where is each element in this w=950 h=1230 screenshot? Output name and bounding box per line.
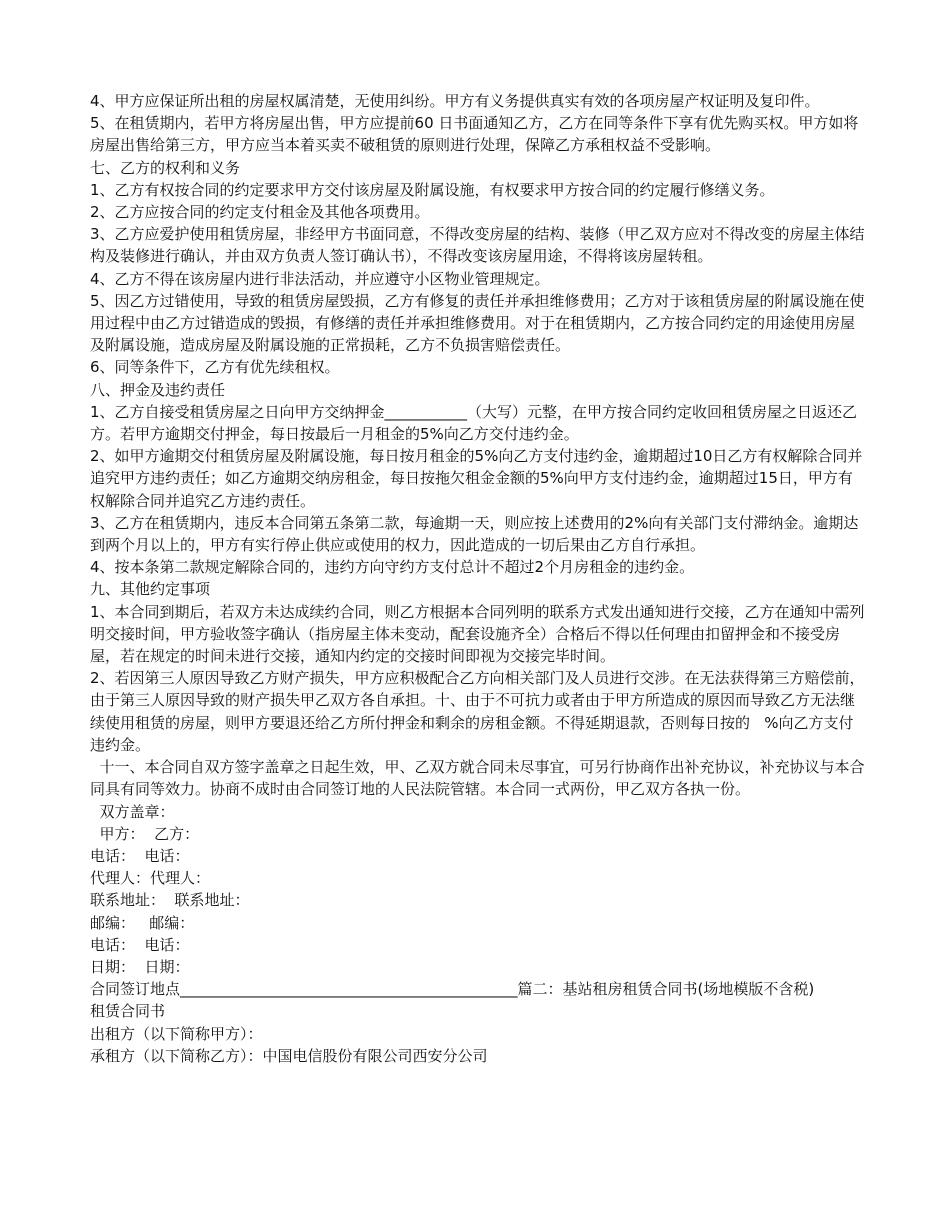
paragraph: 5、因乙方过错使用，导致的租赁房屋毁损，乙方有修复的责任并承担维修费用；乙方对于该租赁房屋的附属设施在使用过程中由乙方过错造成的毁损，有修缮的责任并承担维修费用。对于在租赁期内，乙方按合同约定的用途使用房屋及附属设施，造成房屋及附属设施的正常损耗，乙方不负损害赔偿责任。	[90, 291, 865, 355]
signature-line: 日期： 日期：	[90, 957, 190, 976]
paragraph: 4、按本条第二款规定解除合同的，违约方向守约方支付总计不超过2个月房租金的违约金。	[90, 558, 695, 577]
document-body	[90, 90, 865, 1067]
paragraph: 出租方（以下简称甲方）：	[90, 1024, 263, 1043]
paragraph: 4、乙方不得在该房屋内进行非法活动，并应遵守小区物业管理规定。	[90, 269, 550, 288]
paragraph: 十一、本合同自双方签字盖章之日起生效，甲、乙双方就合同未尽事宜，可另行协商作出补充协议，补充协议与本合同具有同等效力。协商不成时由合同签订地的人民法院管辖。本合同一式两份，甲乙双方各执一份。	[90, 758, 865, 799]
signature-line: 电话： 电话：	[90, 846, 190, 865]
section-heading: 八、押金及违约责任	[90, 380, 226, 399]
signature-line: 代理人：代理人：	[90, 869, 211, 888]
document-title: 租赁合同书	[90, 1002, 166, 1021]
signature-line: 联系地址： 联系地址：	[90, 891, 250, 910]
paragraph: 合同签订地点_____________________________________________篇二：基站租房租赁合同书(场地模版不含税)	[90, 980, 815, 999]
paragraph: 3、乙方应爱护使用租赁房屋，非经甲方书面同意，不得改变房屋的结构、装修（甲乙双方应对不得改变的房屋主体结构及装修进行确认，并由双方负责人签订确认书），不得改变该房屋用途，不得将该房屋转租。	[90, 225, 865, 266]
paragraph: 1、本合同到期后，若双方未达成续约合同，则乙方根据本合同列明的联系方式发出通知进行交接，乙方在通知中需列明交接时间，甲方验收签字确认（指房屋主体未变动，配套设施齐全）合格后不得以任何理由扣留押金和不接受房屋，若在规定的时间未进行交接，通知内约定的交接时间即视为交接完毕时间。	[90, 602, 865, 666]
section-heading: 九、其他约定事项	[90, 580, 211, 599]
signature-line: 甲方： 乙方：	[90, 824, 200, 843]
signature-line: 邮编： 邮编：	[90, 913, 195, 932]
paragraph: 2、乙方应按合同的约定支付租金及其他各项费用。	[90, 203, 430, 222]
paragraph: 2、若因第三人原因导致乙方财产损失，甲方应积极配合乙方向相关部门及人员进行交涉。在无法获得第三方赔偿前，由于第三人原因导致的财产损失甲乙双方各自承担。十、由于不可抗力或者由于甲方所造成的原因而导致乙方无法继续使用租赁的房屋，则甲方要退还给乙方所付押金和剩余的房租金额。不得延期退款，否则每日按的 %向乙方支付违约金。	[90, 669, 865, 754]
paragraph: 4、甲方应保证所出租的房屋权属清楚，无使用纠纷。甲方有义务提供真实有效的各项房屋产权证明及复印件。	[90, 92, 820, 110]
section-heading: 七、乙方的权利和义务	[90, 158, 241, 177]
paragraph: 1、乙方有权按合同的约定要求甲方交付该房屋及附属设施，有权要求甲方按合同的约定履行修缮义务。	[90, 180, 775, 199]
paragraph: 1、乙方自接受租赁房屋之日向甲方交纳押金___________（大写）元整，在甲方按合同约定收回租赁房屋之日返还乙方。若甲方逾期交付押金，每日按最后一月租金的5%向乙方交付违约金。	[90, 402, 858, 444]
signature-line: 电话： 电话：	[90, 935, 190, 954]
paragraph: 承租方（以下简称乙方）：中国电信股份有限公司西安分公司	[90, 1046, 488, 1065]
paragraph: 3、乙方在租赁期内，违反本合同第五条第二款，每逾期一天，则应按上述费用的2%向有关部门支付滞纳金。逾期达到两个月以上的，甲方有实行停止供应或使用的权力，因此造成的一切后果由乙方自行承担。	[90, 513, 859, 555]
paragraph: 2、如甲方逾期交付租赁房屋及附属设施，每日按月租金的5%向乙方支付违约金，逾期超过10日乙方有权解除合同并追究甲方违约责任；如乙方逾期交纳房租金，每日按拖欠租金金额的5%向甲方支付违约金，逾期超过15日，甲方有权解除合同并追究乙方违约责任。	[90, 447, 863, 510]
signature-heading: 双方盖章：	[90, 802, 175, 821]
paragraph: 6、同等条件下，乙方有优先续租权。	[90, 358, 340, 377]
paragraph: 5、在租赁期内，若甲方将房屋出售，甲方应提前60 日书面通知乙方，乙方在同等条件下享有优先购买权。甲方如将房屋出售给第三方，甲方应当本着买卖不破租赁的原则进行处理，保障乙方承租权益不受影响。	[90, 114, 859, 155]
